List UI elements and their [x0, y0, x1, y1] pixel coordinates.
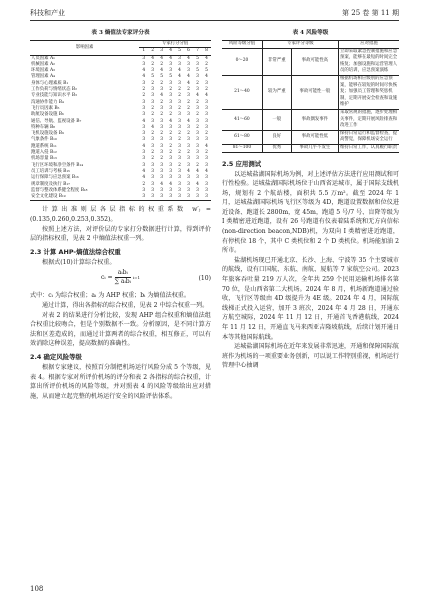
score-cell: 2 — [169, 112, 172, 118]
factor-name: 员工培训与考核 B₁₅ — [31, 168, 70, 174]
risk-score-cell: 0～20 — [222, 48, 262, 75]
score-cell: 3 — [169, 124, 172, 130]
score-cell: 3 — [142, 124, 146, 130]
score-cell: 3 — [166, 194, 175, 201]
score-cell: 5 — [205, 68, 208, 74]
score-cell: 3 — [160, 118, 164, 124]
score-cell: 2 — [160, 112, 164, 118]
score-cell: 3 — [196, 156, 199, 162]
table3-col-header: 7 — [196, 48, 199, 54]
score-cell: 5 — [160, 74, 164, 80]
score-cell: 2 — [151, 156, 155, 162]
score-cell: 3 — [151, 175, 155, 181]
score-cell: 4 — [196, 93, 199, 99]
score-cell: 3 — [169, 68, 172, 74]
risk-score-cell: 41～60 — [222, 109, 262, 130]
score-cell: 3 — [196, 105, 199, 111]
score-cell: 3 — [151, 143, 155, 149]
score-cell: 2 — [169, 150, 172, 156]
score-cell: 3 — [178, 99, 181, 105]
score-cell: 4 — [169, 55, 172, 61]
table4-header-row — [222, 41, 399, 49]
score-cell: 3 — [151, 168, 155, 174]
score-cell: 4 — [178, 74, 181, 80]
score-cell: 4 — [205, 74, 208, 80]
score-cell: 2 — [178, 162, 181, 168]
table3-col-header: 2 — [151, 48, 155, 54]
table3-group-row — [30, 41, 211, 48]
factor-name: 规章制度及执行 B₁₇ — [31, 181, 70, 187]
risk-level-cell: 良好 — [262, 130, 291, 144]
formula-lhs: cᵢ = — [100, 274, 113, 282]
score-cell: 3 — [142, 156, 146, 162]
score-cell: 3 — [151, 137, 155, 143]
table-row — [222, 130, 399, 144]
risk-measure-cell: 采取常规的措施，逐步处理相关事件，定期开展风险排查和改进工作 — [339, 109, 400, 130]
page-number: 108 — [30, 585, 44, 593]
score-cell: 3 — [196, 143, 199, 149]
table3-caption: 表 3 熵值法专家评分表 — [91, 30, 150, 36]
risk-measure-cell: 根据机场相应级别的应急预案，能够在较短的时间尽快恢复；加强员工管理和奖惩机制，定期开展安全检查和设施维护 — [339, 75, 400, 109]
table3-body — [30, 55, 211, 201]
left-column — [30, 28, 211, 401]
score-cell: 3 — [205, 137, 208, 143]
paragraph: 根据式(10)计算综合权重。 — [42, 258, 116, 266]
formula-denominator: ∑ aᵢbᵢ — [114, 278, 131, 286]
score-cell: 4 — [142, 175, 146, 181]
score-cell: 3 — [160, 162, 164, 168]
score-cell: 3 — [202, 194, 211, 201]
score-cell: 3 — [187, 93, 190, 99]
score-cell: 2 — [160, 61, 164, 67]
table-row — [222, 75, 399, 109]
score-cell: 3 — [151, 162, 155, 168]
paragraph: 运城盐湖国际机场在近年来发展非常迅速，开通和保障国际航班作为机场的一项重要业务创新，可以说工作特别重视，机场运行管理中心抽调 — [222, 343, 399, 370]
score-cell: 2 — [196, 124, 199, 130]
factor-name: 沟通协作能力 B₄ — [31, 99, 64, 105]
score-cell: 2 — [151, 150, 155, 156]
section-heading-2-5: 2.5 应用测试 — [222, 159, 262, 168]
score-cell: 3 — [196, 131, 199, 137]
score-cell: 2 — [187, 150, 190, 156]
score-cell: 2 — [151, 105, 155, 111]
score-cell: 3 — [196, 87, 199, 93]
score-cell: 3 — [196, 74, 199, 80]
score-cell: 5 — [196, 68, 199, 74]
score-cell: 2 — [196, 162, 199, 168]
score-cell: 3 — [160, 87, 164, 93]
risk-level-cell: 较为严重 — [262, 75, 291, 109]
score-cell: 4 — [187, 168, 190, 174]
score-cell: 3 — [160, 124, 164, 130]
score-cell: 4 — [169, 181, 172, 187]
score-cell: 3 — [178, 61, 181, 67]
score-cell: 3 — [142, 61, 146, 67]
score-cell: 3 — [151, 181, 155, 187]
table3-group-header: 专家打分分值 — [139, 41, 211, 48]
score-cell: 3 — [187, 143, 190, 149]
score-cell: 3 — [160, 105, 164, 111]
score-cell: 3 — [178, 168, 181, 174]
table3 — [30, 40, 211, 201]
score-cell: 3 — [169, 99, 172, 105]
score-cell: 2 — [187, 99, 190, 105]
score-cell: 3 — [178, 118, 181, 124]
score-cell: 4 — [142, 143, 146, 149]
score-cell: 3 — [169, 168, 172, 174]
score-cell: 2 — [151, 112, 155, 118]
risk-eval-cell: 事故几乎不发生 — [291, 144, 338, 152]
factor-name: 通信、导航、监视设备 B₇ — [31, 118, 82, 124]
score-cell: 3 — [142, 55, 146, 61]
score-cell: 3 — [187, 162, 190, 168]
risk-eval-cell: 事故偶发事件 — [291, 109, 338, 130]
score-cell: 4 — [160, 181, 164, 187]
right-column — [222, 28, 399, 371]
score-cell: 3 — [160, 150, 164, 156]
score-cell: 3 — [184, 194, 193, 201]
score-cell: 3 — [196, 118, 199, 124]
table-row — [222, 144, 399, 152]
header-rule — [30, 20, 399, 21]
score-cell: 3 — [196, 175, 199, 181]
score-cell: 3 — [178, 187, 181, 193]
table3-col-header: 4 — [169, 48, 172, 54]
risk-level-cell: 一般 — [262, 109, 291, 130]
score-cell: 3 — [205, 112, 208, 118]
risk-level-cell: 非常严重 — [262, 48, 291, 75]
paragraph: 计算出准则层各层指标的权重系数 w′ⱼ = (0.135,0.260,0.253,0.352)。 — [30, 206, 211, 224]
score-cell: 4 — [160, 55, 164, 61]
score-cell: 3 — [205, 80, 208, 86]
formula-numerator: aᵢbᵢ — [115, 269, 131, 278]
score-cell: 3 — [142, 150, 146, 156]
factor-name: 管理因素 A₄ — [31, 74, 55, 80]
score-cell: 3 — [169, 93, 172, 99]
score-cell: 3 — [169, 61, 172, 67]
score-cell: 2 — [142, 181, 146, 187]
formula-10 — [30, 269, 211, 289]
score-cell: 2 — [160, 156, 164, 162]
score-cell: 2 — [160, 131, 164, 137]
table4 — [222, 40, 399, 153]
factor-name: 环境因素 A₃ — [31, 68, 55, 74]
page-header — [30, 6, 399, 19]
score-cell: 3 — [160, 143, 164, 149]
score-cell: 2 — [196, 99, 199, 105]
score-cell: 3 — [142, 162, 146, 168]
score-cell: 3 — [160, 187, 164, 193]
score-cell: 3 — [178, 175, 181, 181]
score-cell: 3 — [151, 93, 155, 99]
score-cell: 4 — [151, 55, 155, 61]
paragraph: 以运城盐湖国际机场为例，对上述评估方法进行应用测试和可行性检验。运城盐湖国际机场位于山西省运城市，属于国际支线机场，规划有 2 个航站楼，面积共 5.5 万m²。截至 2024 年 1 月，运城盐湖国际机场飞行区等级为 4D，跑道设置数据和位仪进近设备、跑道长 2800m，宽 45m，跑道 5 号/7 号、盲降等级为 I 类精密进近跑道，设有 26 号跑道有仪表着陆系统和无方向信标(non-direction beacon,NDB)机，为双向 I 类精密进近跑道，有停机位 18 个，其中 C 类机位和 2 个 D 类机位。机场能加油 2 所市。 — [222, 170, 399, 255]
score-cell: 4 — [142, 118, 146, 124]
score-cell: 5 — [196, 55, 199, 61]
score-cell: 3 — [178, 112, 181, 118]
score-cell: 4 — [205, 93, 208, 99]
score-cell: 3 — [160, 137, 164, 143]
score-cell: 3 — [142, 131, 146, 137]
score-cell: 4 — [205, 168, 208, 174]
factor-name: 工作负荷与情绪状态 B₂ — [31, 87, 77, 93]
score-cell: 4 — [205, 55, 208, 61]
factor-name: 特种车辆 B₈ — [31, 124, 55, 130]
score-cell: 4 — [160, 68, 164, 74]
score-cell: 4 — [187, 118, 190, 124]
score-cell: 3 — [178, 124, 181, 130]
score-cell: 3 — [148, 194, 157, 201]
score-cell: 2 — [169, 131, 172, 137]
score-cell: 2 — [187, 87, 190, 93]
score-cell: 3 — [169, 156, 172, 162]
score-cell: 3 — [151, 118, 155, 124]
score-cell: 3 — [169, 187, 172, 193]
score-cell: 3 — [205, 124, 208, 130]
score-cell: 3 — [193, 194, 202, 201]
score-cell: 2 — [160, 99, 164, 105]
score-cell: 3 — [187, 124, 190, 130]
table3-col-header: 3 — [160, 48, 164, 54]
score-cell: 2 — [187, 131, 190, 137]
score-cell: 4 — [178, 68, 181, 74]
risk-measure-cell: 立即采取紧急控制措施和应急预案，能够在最短的时间完全恢复；加强设施和运营管理人员的培训，应急预案演练 — [339, 48, 400, 75]
formula-number: (10) — [198, 275, 211, 283]
score-cell: 3 — [178, 55, 181, 61]
risk-score-cell: 21～40 — [222, 75, 262, 109]
score-cell: 4 — [187, 55, 190, 61]
paragraph: 盐湖机场现已开通北京、长沙、上海、宁波等 35 个主要城市的航线，设有口国航、东航、南航、厦航等 7 家航空公司。2023 年旅客吞吐量 219 万人次，全年共 259 个民用运输机场排名第 70 位，是山西省第二大机场。2024 年 8 月，机场新跑道通过验收，飞行区等级由 4D 级提升为 4E 级。2024 年 4 月，国际航线梯正式投入运营，加开 3 班次，2024 年 4 月 28 日，开通东方航空城际，2024 年 11 月 12 日，开通首飞香港航线，2024 年 11 月 12 日，开通直飞马来西亚吉隆坡航线，后续计划开通日本等其他国际航线。 — [222, 256, 399, 341]
table3-col-header: 8 — [205, 48, 208, 54]
table4-header-level: 专家评分等级 — [262, 41, 338, 49]
score-cell: 2 — [205, 150, 208, 156]
score-cell: 3 — [142, 80, 146, 86]
score-cell: 3 — [205, 187, 208, 193]
score-cell: 2 — [196, 112, 199, 118]
table-row — [222, 48, 399, 75]
score-cell: 4 — [205, 143, 208, 149]
score-cell: 3 — [205, 162, 208, 168]
score-cell: 2 — [178, 105, 181, 111]
table-row — [30, 55, 211, 62]
score-cell: 3 — [196, 61, 199, 67]
section-heading-2-4: 2.4 确定风险等级 — [30, 352, 82, 361]
score-cell: 2 — [205, 61, 208, 67]
table3-row-header: 影响因素 — [30, 41, 139, 56]
score-cell: 3 — [175, 194, 184, 201]
score-cell: 3 — [187, 61, 190, 67]
score-cell: 4 — [169, 118, 172, 124]
score-cell: 3 — [187, 112, 190, 118]
score-cell: 3 — [142, 112, 146, 118]
score-cell: 3 — [205, 156, 208, 162]
score-cell: 5 — [169, 74, 172, 80]
paragraph: 按照上述方法，对评价层的专家打分数据进行计算，得到评价层的指标权重，见表 2 中熵值法权重一列。 — [30, 225, 211, 243]
factor-name: 飞机设施设备 B₉ — [31, 131, 64, 137]
issue-info: 第 25 卷 第 11 期 — [342, 9, 399, 17]
score-cell: 3 — [160, 175, 164, 181]
score-cell: 3 — [196, 137, 199, 143]
score-cell: 3 — [196, 187, 199, 193]
factor-name: 跑道入侵 B₁₂ — [31, 150, 57, 156]
score-cell: 2 — [169, 143, 172, 149]
factor-name: 助航设备设施 B₆ — [31, 112, 64, 118]
table3-col-header: 6 — [187, 48, 190, 54]
score-cell: 3 — [187, 181, 190, 187]
score-cell: 3 — [205, 175, 208, 181]
score-cell: 3 — [196, 150, 199, 156]
paragraph: 式中：cᵢ 为综合权重；aᵢ 为 AHP 权重；bᵢ 为熵值法权重。 — [30, 292, 190, 300]
score-cell: 2 — [142, 87, 146, 93]
score-cell: 3 — [187, 137, 190, 143]
score-cell: 3 — [187, 187, 190, 193]
score-cell: 3 — [205, 181, 208, 187]
score-cell: 3 — [169, 137, 172, 143]
score-cell: 3 — [178, 181, 181, 187]
risk-level-cell: 优秀 — [262, 144, 291, 152]
score-cell: 3 — [142, 187, 146, 193]
score-cell: 2 — [160, 80, 164, 86]
paragraph: 根据专家建议，按照百分制把机场运行风险分成 5 个等级，见表 4。根据专家对所评价机场的评分和表 2 各指标的综合权重，计算出所评价机场的风险等级，并对照表 4 的风险等级给出应对措施，从而建立起完整的机场运行安全的风险评估体系。 — [30, 363, 211, 400]
table4-body — [222, 48, 399, 152]
score-cell: 3 — [205, 99, 208, 105]
paragraph: 对表 2 的结果进行分析比较，发现 AHP 组合权重和熵值法组合权重比较吻合，但是个别数据不一致。分析原因，是不同计算方法和区差造成的，而通过计算两者的综合权重，相互修正，可以有效消除这种误差，提高数据的准确性。 — [30, 311, 211, 348]
score-cell: 4 — [142, 74, 146, 80]
score-cell: 3 — [187, 156, 190, 162]
factor-name: 监督与整改体系健全程度 B₁₈ — [31, 187, 88, 193]
risk-eval-cell: 事故可能性一般 — [291, 75, 338, 109]
factor-name: 跑道系统 B₁₁ — [31, 143, 57, 149]
score-cell: 4 — [187, 74, 190, 80]
score-cell: 2 — [196, 80, 199, 86]
score-cell: 3 — [169, 175, 172, 181]
score-cell: 2 — [178, 150, 181, 156]
score-cell: 4 — [142, 168, 146, 174]
table3-col-header: 1 — [142, 48, 146, 54]
table4-header-score: 风险等级分值 — [222, 41, 262, 49]
score-cell: 3 — [169, 105, 172, 111]
risk-score-cell: 61～80 — [222, 130, 262, 144]
score-cell: 2 — [178, 87, 181, 93]
factor-name: 飞行区环境和净空条件 B₁₄ — [31, 162, 84, 168]
score-cell: 5 — [151, 74, 155, 80]
risk-score-cell: 81～100 — [222, 144, 262, 152]
score-cell: 3 — [139, 194, 148, 201]
score-cell: 4 — [160, 93, 164, 99]
risk-eval-cell: 事故可能性低 — [291, 130, 338, 144]
score-cell: 3 — [178, 80, 181, 86]
factor-name: 机场容量 B₁₃ — [31, 156, 57, 162]
score-cell: 3 — [160, 168, 164, 174]
table4-header-measure: 应对措施 — [339, 41, 400, 49]
score-cell: 4 — [142, 68, 146, 74]
score-cell: 3 — [142, 105, 146, 111]
formula-subscript: i=1 — [132, 275, 141, 281]
score-cell: 3 — [157, 194, 166, 201]
score-cell: 2 — [205, 87, 208, 93]
score-cell: 2 — [151, 80, 155, 86]
journal-name: 科技和产业 — [30, 9, 65, 17]
factor-name: 飞行员因素 B₅ — [31, 105, 60, 111]
risk-eval-cell: 事故可能性高 — [291, 48, 338, 75]
score-cell: 4 — [187, 80, 190, 86]
factor-name: 专业技能与知识水平 B₃ — [31, 93, 77, 99]
score-cell: 3 — [151, 187, 155, 193]
score-cell: 3 — [187, 68, 190, 74]
score-cell: 3 — [142, 99, 146, 105]
risk-measure-cell: 保持日常运行和监督检查，提高警觉，保障机场安全运行 — [339, 130, 400, 144]
score-cell: 2 — [178, 137, 181, 143]
score-cell: 2 — [178, 131, 181, 137]
score-cell: 2 — [151, 131, 155, 137]
score-cell: 3 — [187, 175, 190, 181]
score-cell: 4 — [196, 168, 199, 174]
score-cell: 3 — [142, 137, 146, 143]
section-heading-2-3: 2.3 计算 AHP-熵值法综合权重 — [30, 247, 121, 256]
score-cell: 3 — [151, 99, 155, 105]
paragraph: 通过计算，得出各指标的综合权重，见表 2 中综合权重一列。 — [42, 301, 209, 309]
score-cell: 2 — [142, 93, 146, 99]
factor-name: 身体与心理素质 B₁ — [31, 80, 69, 86]
score-cell: 4 — [151, 124, 155, 130]
score-cell: 3 — [178, 156, 181, 162]
factor-name: 人员因素 A₁ — [31, 55, 55, 61]
score-cell: 2 — [187, 105, 190, 111]
score-cell: 2 — [169, 87, 172, 93]
table-row — [30, 194, 211, 201]
score-cell: 3 — [151, 68, 155, 74]
score-cell: 2 — [151, 61, 155, 67]
score-cell: 2 — [205, 131, 208, 137]
risk-measure-cell: 维持日常工作，认真履行职责 — [339, 144, 400, 152]
score-cell: 3 — [205, 105, 208, 111]
score-cell: 3 — [169, 162, 172, 168]
factor-name: 气象条件 B₁₀ — [31, 137, 57, 143]
factor-name: 运行保障与应急预案 B₁₆ — [31, 175, 79, 181]
score-cell: 3 — [169, 80, 172, 86]
score-cell: 4 — [196, 181, 199, 187]
score-cell: 3 — [151, 87, 155, 93]
table-row — [222, 109, 399, 130]
factor-name: 安全文化建设 B₁₉ — [30, 194, 139, 201]
score-cell: 3 — [178, 143, 181, 149]
score-cell: 3 — [205, 118, 208, 124]
table3-col-header: 5 — [178, 48, 181, 54]
table4-caption: 表 4 风险等级 — [292, 30, 329, 36]
factor-name: 机械因素 A₂ — [31, 61, 55, 67]
score-cell: 2 — [178, 93, 181, 99]
